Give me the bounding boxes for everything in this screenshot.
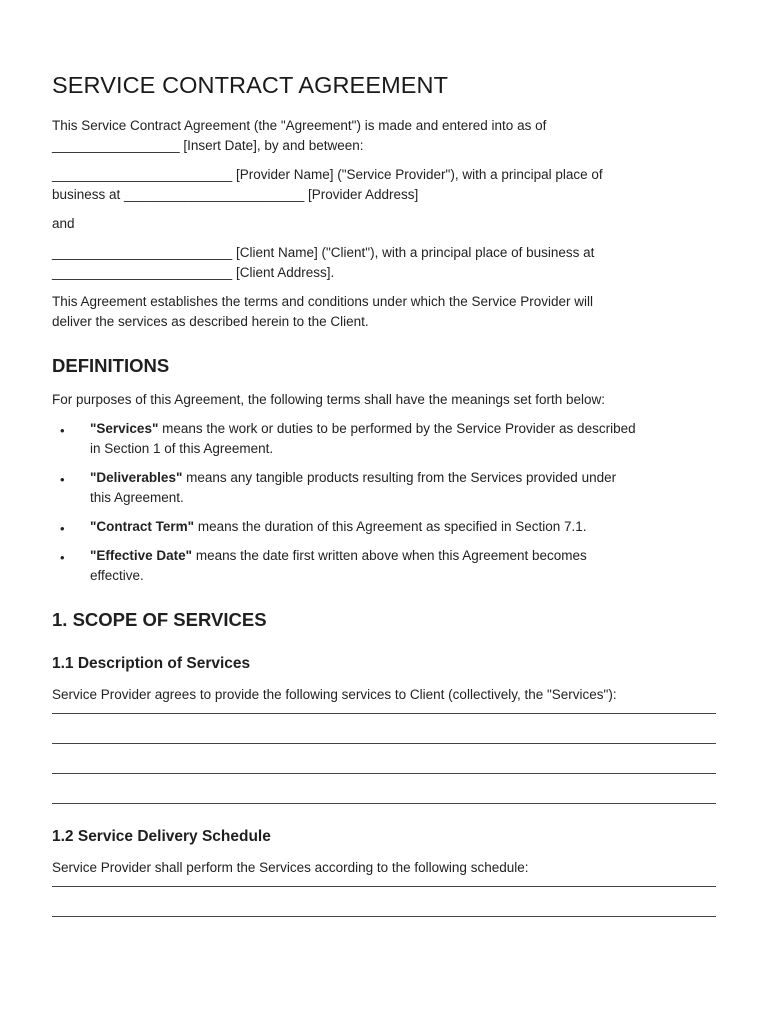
definition-term: "Deliverables" — [90, 470, 183, 485]
section-1-heading: 1. SCOPE OF SERVICES — [52, 609, 267, 630]
document-title: SERVICE CONTRACT AGREEMENT — [52, 72, 449, 98]
definition-text-cont: effective. — [90, 568, 144, 583]
definition-text-cont: in Section 1 of this Agreement. — [90, 441, 274, 456]
purpose-line-2: deliver the services as described herein to the Client. — [52, 314, 369, 329]
intro-line-1: This Service Contract Agreement (the "Agreement") is made and entered into as of — [52, 118, 547, 133]
section-1-1-heading: 1.1 Description of Services — [52, 655, 251, 672]
section-1-2-text: Service Provider shall perform the Services according to the following schedule: — [52, 860, 529, 875]
definition-text: means any tangible products resulting from the Services provided under — [182, 470, 617, 485]
list-item — [52, 546, 720, 586]
definitions-list — [52, 419, 720, 586]
definition-term: "Effective Date" — [90, 548, 193, 563]
definitions-heading: DEFINITIONS — [52, 355, 170, 376]
bullet-icon: • — [60, 521, 65, 536]
document-page — [52, 70, 720, 917]
client-line-1: ________________________ [Client Name] ("Client"), with a principal place of business at — [52, 245, 595, 260]
definition-text: means the duration of this Agreement as specified in Section 7.1. — [194, 519, 587, 534]
list-item — [52, 517, 720, 537]
definition-term: "Contract Term" — [90, 519, 195, 534]
bullet-icon: • — [60, 550, 65, 565]
bullet-icon: • — [60, 423, 65, 438]
definition-text-cont: this Agreement. — [90, 490, 184, 505]
definitions-lead: For purposes of this Agreement, the following terms shall have the meanings set forth below: — [52, 392, 606, 407]
list-item — [52, 419, 720, 459]
client-line-2: ________________________ [Client Address]. — [52, 265, 335, 280]
provider-line-2: business at ________________________ [Provider Address] — [52, 187, 419, 202]
bullet-icon: • — [60, 472, 65, 487]
definition-term: "Services" — [90, 421, 159, 436]
list-item — [52, 468, 720, 508]
definition-text: means the work or duties to be performed by the Service Provider as described — [158, 421, 636, 436]
and-text: and — [52, 216, 75, 231]
intro-line-2: _________________ [Insert Date], by and between: — [52, 138, 364, 153]
section-1-1-text: Service Provider agrees to provide the following services to Client (collectively, the "Services"): — [52, 687, 617, 702]
definition-text: means the date first written above when this Agreement becomes — [192, 548, 587, 563]
provider-line-1: ________________________ [Provider Name] ("Service Provider"), with a principal place of — [52, 167, 603, 182]
section-1-2-heading: 1.2 Service Delivery Schedule — [52, 828, 271, 845]
blank-line — [52, 915, 716, 917]
purpose-line-1: This Agreement establishes the terms and conditions under which the Service Provider will — [52, 294, 594, 309]
